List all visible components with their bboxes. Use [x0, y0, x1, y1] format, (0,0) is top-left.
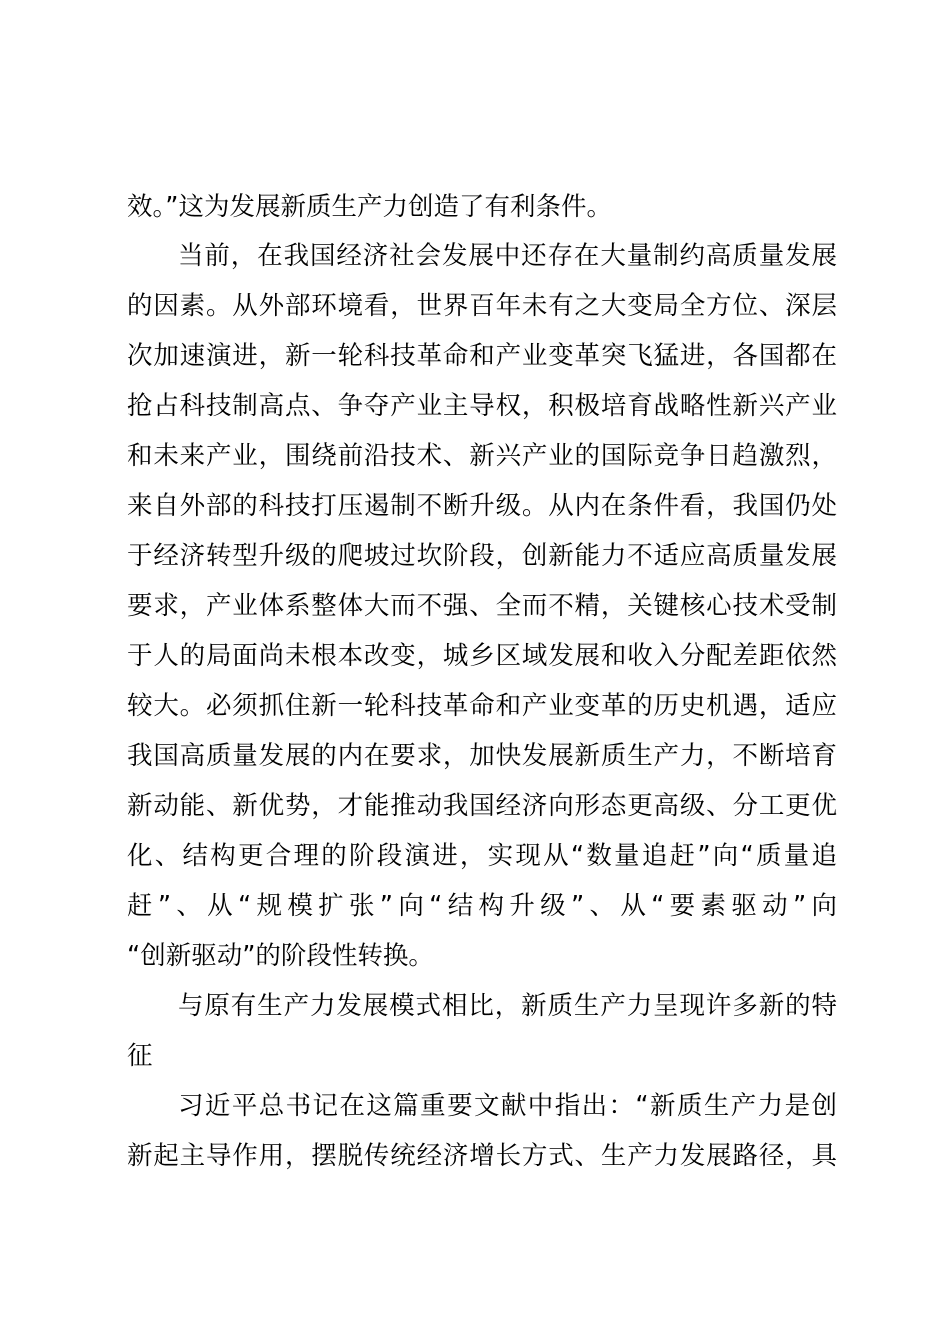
paragraph-line: 的因素。从外部环境看，世界百年未有之大变局全方位、深层 — [127, 291, 837, 321]
paragraph-line: 新动能、新优势，才能推动我国经济向形态更高级、分工更优 — [127, 791, 837, 821]
paragraph-line: 较大。必须抓住新一轮科技革命和产业变革的历史机遇，适应 — [127, 691, 837, 721]
paragraph-line: 我国高质量发展的内在要求，加快发展新质生产力，不断培育 — [127, 741, 837, 771]
paragraph-line: 要求，产业体系整体大而不强、全而不精，关键核心技术受制 — [127, 591, 837, 621]
paragraph-line: 新起主导作用，摆脱传统经济增长方式、生产力发展路径，具 — [127, 1141, 837, 1171]
paragraph-line: 习近平总书记在这篇重要文献中指出：“新质生产力是创 — [178, 1091, 837, 1121]
paragraph-line: 当前，在我国经济社会发展中还存在大量制约高质量发展 — [178, 241, 837, 271]
paragraph-line: 和未来产业，围绕前沿技术、新兴产业的国际竞争日趋激烈， — [127, 441, 837, 471]
paragraph-line: 于人的局面尚未根本改变，城乡区域发展和收入分配差距依然 — [127, 641, 837, 671]
paragraph-line: “创新驱动”的阶段性转换。 — [127, 941, 434, 971]
paragraph-line: 于经济转型升级的爬坡过坎阶段，创新能力不适应高质量发展 — [127, 541, 837, 571]
paragraph-line: 征 — [127, 1041, 153, 1071]
paragraph-line: 次加速演进，新一轮科技革命和产业变革突飞猛进，各国都在 — [127, 341, 837, 371]
paragraph-line: 抢占科技制高点、争夺产业主导权，积极培育战略性新兴产业 — [127, 391, 837, 421]
paragraph-line: 来自外部的科技打压遏制不断升级。从内在条件看，我国仍处 — [127, 491, 837, 521]
paragraph-line: 效。”这为发展新质生产力创造了有利条件。 — [127, 192, 612, 222]
paragraph-line: 化、结构更合理的阶段演进，实现从“数量追赶”向“质量追 — [127, 841, 837, 871]
paragraph-line: 与原有生产力发展模式相比，新质生产力呈现许多新的特 — [178, 991, 837, 1021]
paragraph-line: 赶”、从“规模扩张”向“结构升级”、从“要素驱动”向 — [127, 891, 837, 921]
